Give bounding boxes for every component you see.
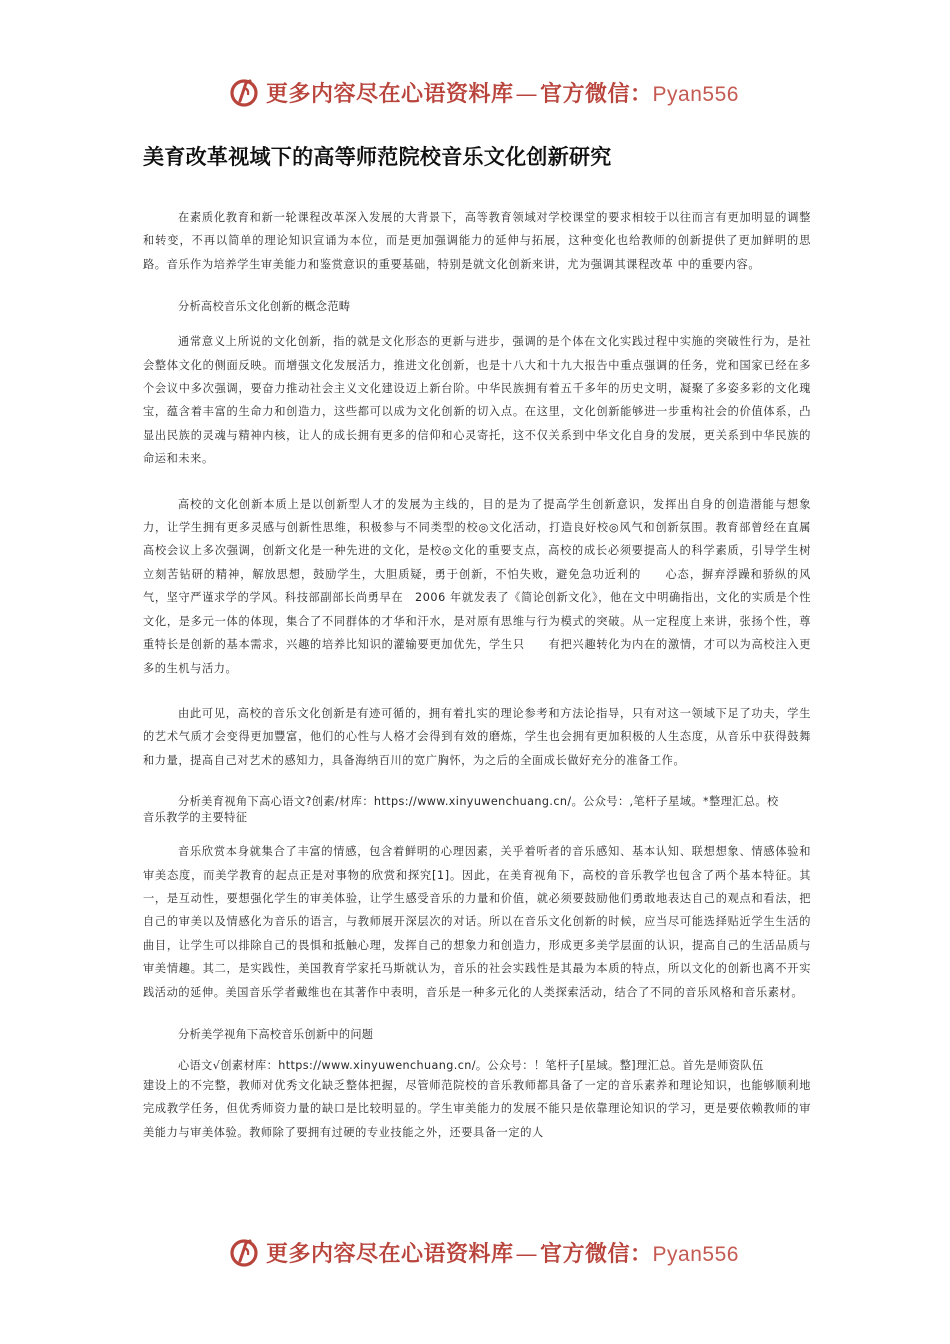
brand-logo-icon xyxy=(228,75,262,109)
banner-dash: — xyxy=(515,1241,539,1267)
paragraph-problems-line1: 心语文√创素材库：https://www.xinyuwenchuang.cn/。公众号：！笔杆子[星域。整]理汇总。首先是师资队伍 xyxy=(178,1058,764,1072)
paragraph-features: 音乐欣赏本身就集合了丰富的情感，包含着鲜明的心理因素，关乎着听者的音乐感知、基本认知、联想想象、情感体验和审美态度，而美学教育的起点正是对事物的欣赏和探究[1]。因此，在美育视角下，高校的音乐教学也包含了两个基本特征。其一，是互动性，要想强化学生的审美体验，让学生感受音乐的力量和价值，就必须要鼓励他们勇敢地表达自己的观点和看法，把自己的审美以及情感化为音乐的语言，与教师展开深层次的对话。所以在音乐文化创新的时候，应当尽可能选择贴近学生生活的曲目，让学生可以排除自己的畏惧和抵触心理，发挥自己的想象力和创造力，形成更多美学层面的认识，提高自己的生活品质与审美情趣。其二，是实践性，美国教育学家托马斯就认为，音乐的社会实践性是其最为本质的特点，所以文化的创新也离不开实践活动的延伸。美国音乐学者戴维也在其著作中表明，音乐是一种多元化的人类探索活动，结合了不同的音乐风格和音乐素材。 xyxy=(143,845,811,999)
section-heading-features-line2: 音乐教学的主要特征 xyxy=(143,811,248,825)
banner-wechat-id: Pyan556 xyxy=(652,1242,739,1266)
brand-logo-icon xyxy=(228,1235,262,1269)
section-heading-problems: 分析美学视角下高校音乐创新中的问题 xyxy=(178,1027,374,1041)
paragraph-intro: 在素质化教育和新一轮课程改革深入发展的大背景下，高等教育领域对学校课堂的要求相较于以往而言有更加明显的调整和转变，不再以简单的理论知识宣诵为本位，而是更加强调能力的延伸与拓展，这种变化也给教师的创新提供了更加鲜明的思路。音乐作为培养学生审美能力和鉴赏意识的重要基础，特别是就文化创新来讲，尤为强调其课程改革 中的重要内容。 xyxy=(143,211,811,271)
banner-slogan: 更多内容尽在心语资料库 xyxy=(266,80,514,107)
section-heading-features xyxy=(143,794,811,826)
section-heading-features-line1: 分析美育视角下高心语文?创素/材库：https://www.xinyuwenchuang.cn/。公众号：,笔杆子星域。*整理汇总。校 xyxy=(178,795,779,809)
document-body xyxy=(143,206,811,1166)
banner-wechat-label: 官方微信： xyxy=(540,80,653,107)
banner-slogan: 更多内容尽在心语资料库 xyxy=(266,1240,514,1267)
paragraph-problems-rest: 建设上的不完整，教师对优秀文化缺乏整体把握，尽管师范院校的音乐教师都具备了一定的音乐素养和理论知识，也能够顺利地完成教学任务，但优秀师资力量的缺口是比较明显的。学生审美能力的发展不能只是依靠理论知识的学习，更是要依赖教师的审美能力与审美体验。教师除了要拥有过硬的专业技能之外，还要具备一定的人 xyxy=(143,1078,811,1139)
section-heading-concept: 分析高校音乐文化创新的概念范畴 xyxy=(178,300,351,314)
footer-banner xyxy=(0,1232,950,1272)
paragraph-campus-culture: 高校的文化创新本质上是以创新型人才的发展为主线的，目的是为了提高学生创新意识，发挥出自身的创造潜能与想象力，让学生拥有更多灵感与创新性思维，积极参与不同类型的校◎文化活动，打造良好校◎风气和创新氛围。教育部曾经在直属高校会议上多次强调，创新文化是一种先进的文化，是校◎文化的重要支点，高校的成长必须要提高人的科学素质，引导学生树立刻苦钻研的精神，解放思想，鼓励学生，大胆质疑，勇于创新，不怕失败，避免急功近利的 心态，摒弃浮躁和骄纵的风气，坚守严谨求学的学风。科技部副部长尚勇早在 2006 年就发表了《简论创新文化》，他在文中明确指出，文化的实质是个性文化，是多元一体的体现，集合了不同群体的才华和汗水，是对原有思维与行为模式的突破。从一定程度上来讲，张扬个性，尊重特长是创新的基本需求，兴趣的培养比知识的灌输要更加优先，学生只 有把兴趣转化为内在的激情，才可以为高校注入更多的生机与活力。 xyxy=(143,497,811,675)
header-banner xyxy=(0,72,950,112)
banner-wechat-label: 官方微信： xyxy=(540,1240,653,1267)
banner-dash: — xyxy=(515,81,539,107)
paragraph-concept: 通常意义上所说的文化创新，指的就是文化形态的更新与进步，强调的是个体在文化实践过程中实施的突破性行为，是社会整体文化的侧面反映。而增强文化发展活力，推进文化创新，也是十八大和十九大报告中重点强调的任务，党和国家已经在多个会议中多次强调，要奋力推动社会主义文化建设迈上新台阶。中华民族拥有着五千多年的历史文明，凝聚了多姿多彩的文化瑰宝，蕴含着丰富的生命力和创造力，这些都可以成为文化创新的切入点。在这里，文化创新能够进一步重构社会的价值体系，凸显出民族的灵魂与精神内核，让人的成长拥有更多的信仰和心灵寄托，这不仅关系到中华文化自身的发展，更关系到中华民族的命运和未来。 xyxy=(143,335,811,466)
banner-wechat-id: Pyan556 xyxy=(652,82,739,106)
paragraph-conclusion: 由此可见，高校的音乐文化创新是有迹可循的，拥有着扎实的理论参考和方法论指导，只有对这一领域下足了功夫，学生的艺术气质才会变得更加豐富，他们的心性与人格才会得到有效的磨炼，学生也会拥有更加积极的人生态度，从音乐中获得鼓舞和力量，提高自己对艺术的感知力，具备海纳百川的宽广胸怀，为之后的全面成长做好充分的准备工作。 xyxy=(143,706,811,767)
paragraph-problems xyxy=(143,1058,811,1074)
document-title: 美育改革视域下的高等师范院校音乐文化创新研究 xyxy=(143,145,612,169)
